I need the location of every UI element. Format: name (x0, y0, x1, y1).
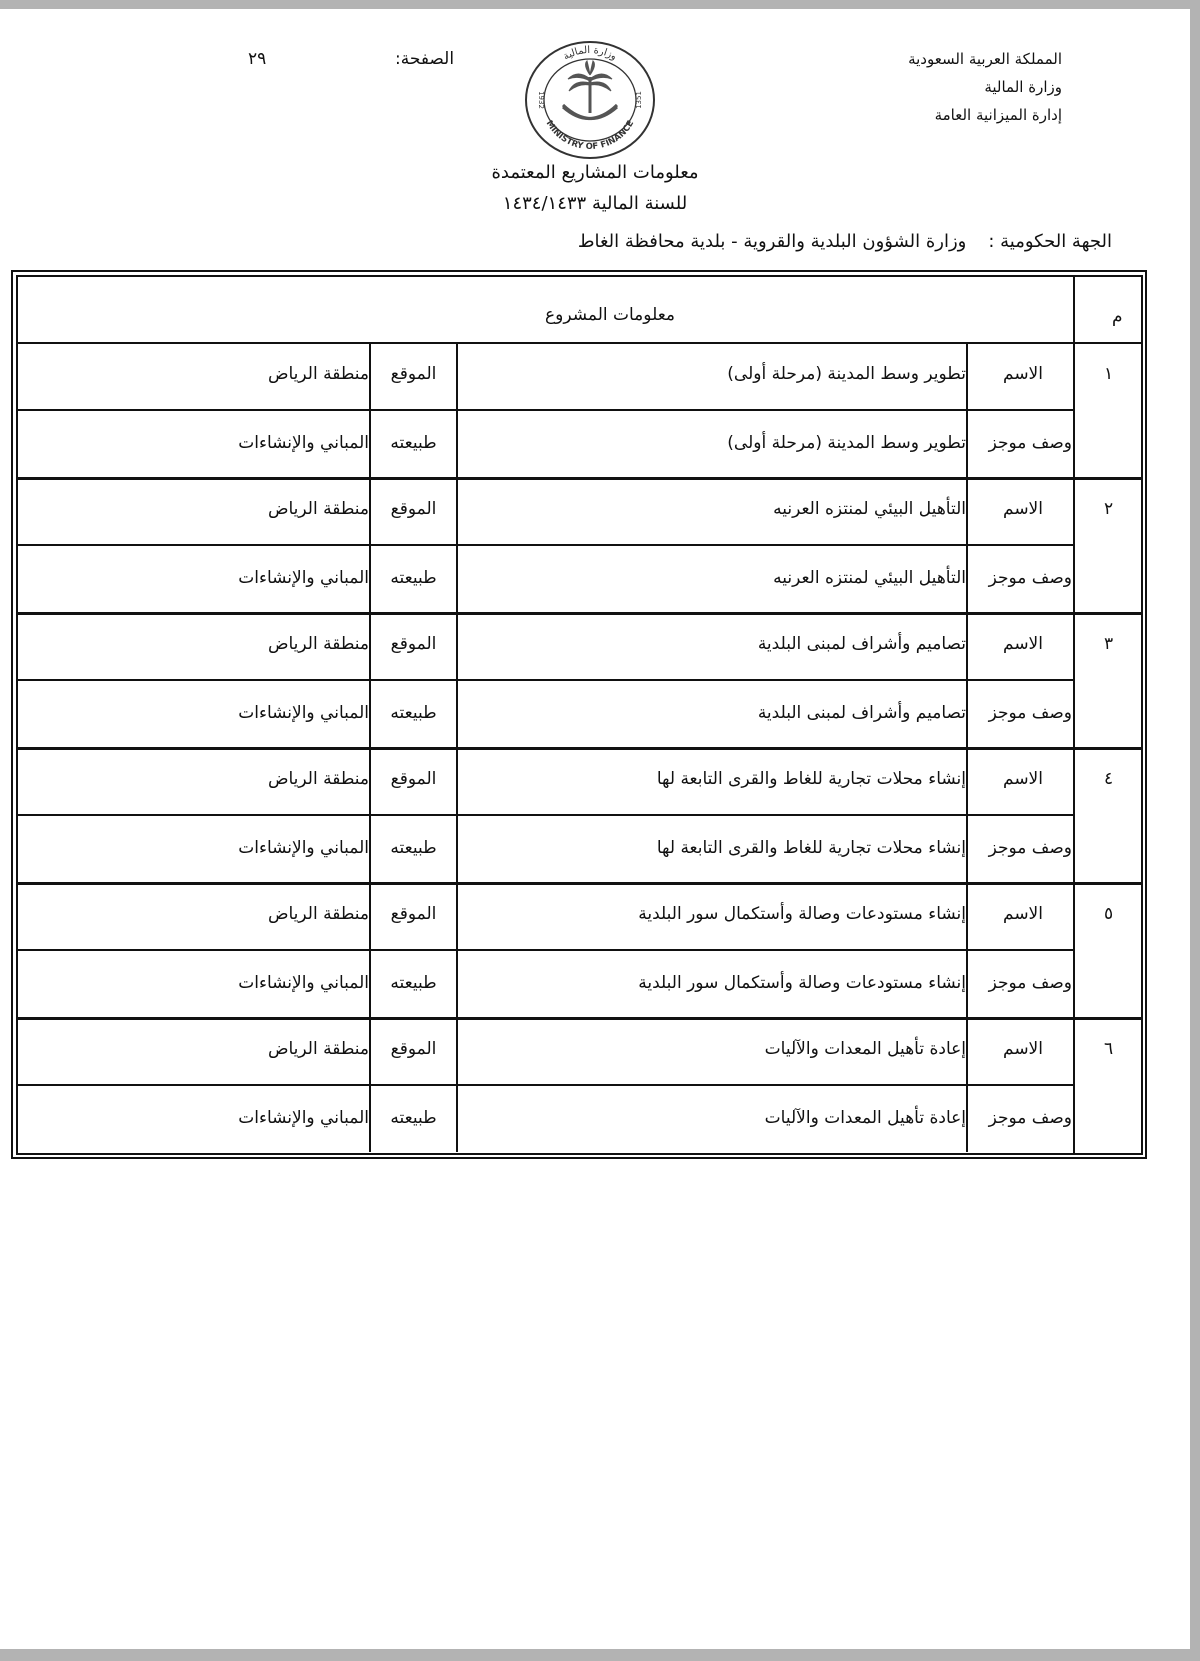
nature-label: طبيعته (390, 838, 437, 858)
project-subrow-divider (16, 949, 1073, 951)
nature-label: طبيعته (390, 973, 437, 993)
government-entity (578, 231, 1112, 252)
page-label: الصفحة: (395, 49, 455, 69)
palm-swords-emblem (563, 61, 617, 119)
description-label: وصف موجز (988, 1108, 1072, 1128)
project-subrow-divider (16, 814, 1073, 816)
location-column-divider (369, 747, 371, 882)
project-block-divider (16, 612, 1143, 615)
fiscal-year: للسنة المالية ١٤٣٤/١٤٣٣ (502, 193, 688, 214)
seal-top-text: وزارة المالية (561, 44, 619, 63)
name-label: الاسم (1003, 904, 1043, 924)
column-header-project-info: معلومات المشروع (544, 305, 676, 325)
project-nature: المباني والإنشاءات (238, 838, 369, 858)
seal-year-right: 1351 (635, 91, 643, 109)
project-name: التأهيل البيئي لمنتزه العرنيه (773, 499, 966, 519)
project-block-divider (16, 747, 1143, 750)
name-label: الاسم (1003, 1039, 1043, 1059)
header-row-divider (16, 342, 1143, 344)
label-column-divider (966, 342, 968, 477)
project-name: إنشاء محلات تجارية للغاط والقرى التابعة لها (656, 769, 966, 789)
project-subrow-divider (16, 679, 1073, 681)
ministry-name: وزارة المالية (984, 78, 1062, 96)
document-page (0, 9, 1190, 1649)
value-column-divider (456, 342, 458, 477)
ministry-seal (523, 39, 657, 161)
project-location: منطقة الرياض (267, 364, 369, 384)
project-description: إعادة تأهيل المعدات والآليات (764, 1108, 966, 1128)
value-column-divider (456, 747, 458, 882)
document-title: معلومات المشاريع المعتمدة (491, 162, 699, 183)
project-location: منطقة الرياض (267, 904, 369, 924)
value-column-divider (456, 477, 458, 612)
seal-bottom-text: MINISTRY OF FINANCE (543, 118, 637, 153)
location-label: الموقع (390, 364, 437, 384)
name-label: الاسم (1003, 769, 1043, 789)
letterhead (908, 45, 1062, 129)
location-column-divider (369, 342, 371, 477)
value-column-divider (456, 1017, 458, 1152)
project-nature: المباني والإنشاءات (238, 1108, 369, 1128)
value-column-divider (456, 612, 458, 747)
project-number: ٦ (1104, 1039, 1114, 1059)
location-column-divider (369, 612, 371, 747)
project-subrow-divider (16, 544, 1073, 546)
project-name: إنشاء مستودعات وصالة وأستكمال سور البلدية (638, 904, 966, 924)
description-label: وصف موجز (988, 838, 1072, 858)
nature-label: طبيعته (390, 433, 437, 453)
description-label: وصف موجز (988, 973, 1072, 993)
project-block-divider (16, 477, 1143, 480)
svg-text:وزارة المالية (562, 45, 619, 63)
name-label: الاسم (1003, 364, 1043, 384)
column-header-number: م (1112, 307, 1123, 327)
location-column-divider (369, 882, 371, 1017)
page-number: ٢٩ (248, 49, 267, 69)
svg-text:MINISTRY OF FINANCE (544, 119, 637, 152)
department-name: إدارة الميزانية العامة (934, 106, 1062, 124)
project-description: تطوير وسط المدينة (مرحلة أولى) (727, 433, 966, 453)
project-name: تطوير وسط المدينة (مرحلة أولى) (727, 364, 966, 384)
project-description: تصاميم وأشراف لمبنى البلدية (757, 703, 966, 723)
entity-label: الجهة الحكومية : (988, 231, 1112, 252)
project-location: منطقة الرياض (267, 1039, 369, 1059)
location-label: الموقع (390, 1039, 437, 1059)
project-number: ٣ (1104, 634, 1114, 654)
seal-year-left: 1932 (537, 91, 545, 109)
project-location: منطقة الرياض (267, 634, 369, 654)
project-name: إعادة تأهيل المعدات والآليات (764, 1039, 966, 1059)
project-number: ٢ (1104, 499, 1114, 519)
project-location: منطقة الرياض (267, 769, 369, 789)
nature-label: طبيعته (390, 703, 437, 723)
project-description: إنشاء مستودعات وصالة وأستكمال سور البلدية (638, 973, 966, 993)
project-description: إنشاء محلات تجارية للغاط والقرى التابعة لها (656, 838, 966, 858)
description-label: وصف موجز (988, 568, 1072, 588)
project-number: ٥ (1104, 904, 1114, 924)
entity-value: وزارة الشؤون البلدية والقروية - بلدية محافظة الغاط (577, 231, 967, 252)
label-column-divider (966, 747, 968, 882)
description-label: وصف موجز (988, 433, 1072, 453)
name-label: الاسم (1003, 634, 1043, 654)
location-label: الموقع (390, 904, 437, 924)
label-column-divider (966, 477, 968, 612)
label-column-divider (966, 882, 968, 1017)
project-location: منطقة الرياض (267, 499, 369, 519)
project-number: ١ (1104, 364, 1114, 384)
location-column-divider (369, 1017, 371, 1152)
kingdom-name: المملكة العربية السعودية (908, 50, 1062, 68)
project-nature: المباني والإنشاءات (238, 568, 369, 588)
project-block-divider (16, 882, 1143, 885)
project-nature: المباني والإنشاءات (238, 973, 369, 993)
nature-label: طبيعته (390, 568, 437, 588)
project-description: التأهيل البيئي لمنتزه العرنيه (773, 568, 966, 588)
label-column-divider (966, 1017, 968, 1152)
project-subrow-divider (16, 409, 1073, 411)
location-label: الموقع (390, 634, 437, 654)
project-nature: المباني والإنشاءات (238, 433, 369, 453)
project-number: ٤ (1104, 769, 1114, 789)
location-column-divider (369, 477, 371, 612)
nature-label: طبيعته (390, 1108, 437, 1128)
name-label: الاسم (1003, 499, 1043, 519)
description-label: وصف موجز (988, 703, 1072, 723)
value-column-divider (456, 882, 458, 1017)
project-subrow-divider (16, 1084, 1073, 1086)
project-name: تصاميم وأشراف لمبنى البلدية (757, 634, 966, 654)
number-column-divider (1073, 275, 1075, 1155)
location-label: الموقع (390, 499, 437, 519)
project-block-divider (16, 1017, 1143, 1020)
label-column-divider (966, 612, 968, 747)
project-nature: المباني والإنشاءات (238, 703, 369, 723)
location-label: الموقع (390, 769, 437, 789)
